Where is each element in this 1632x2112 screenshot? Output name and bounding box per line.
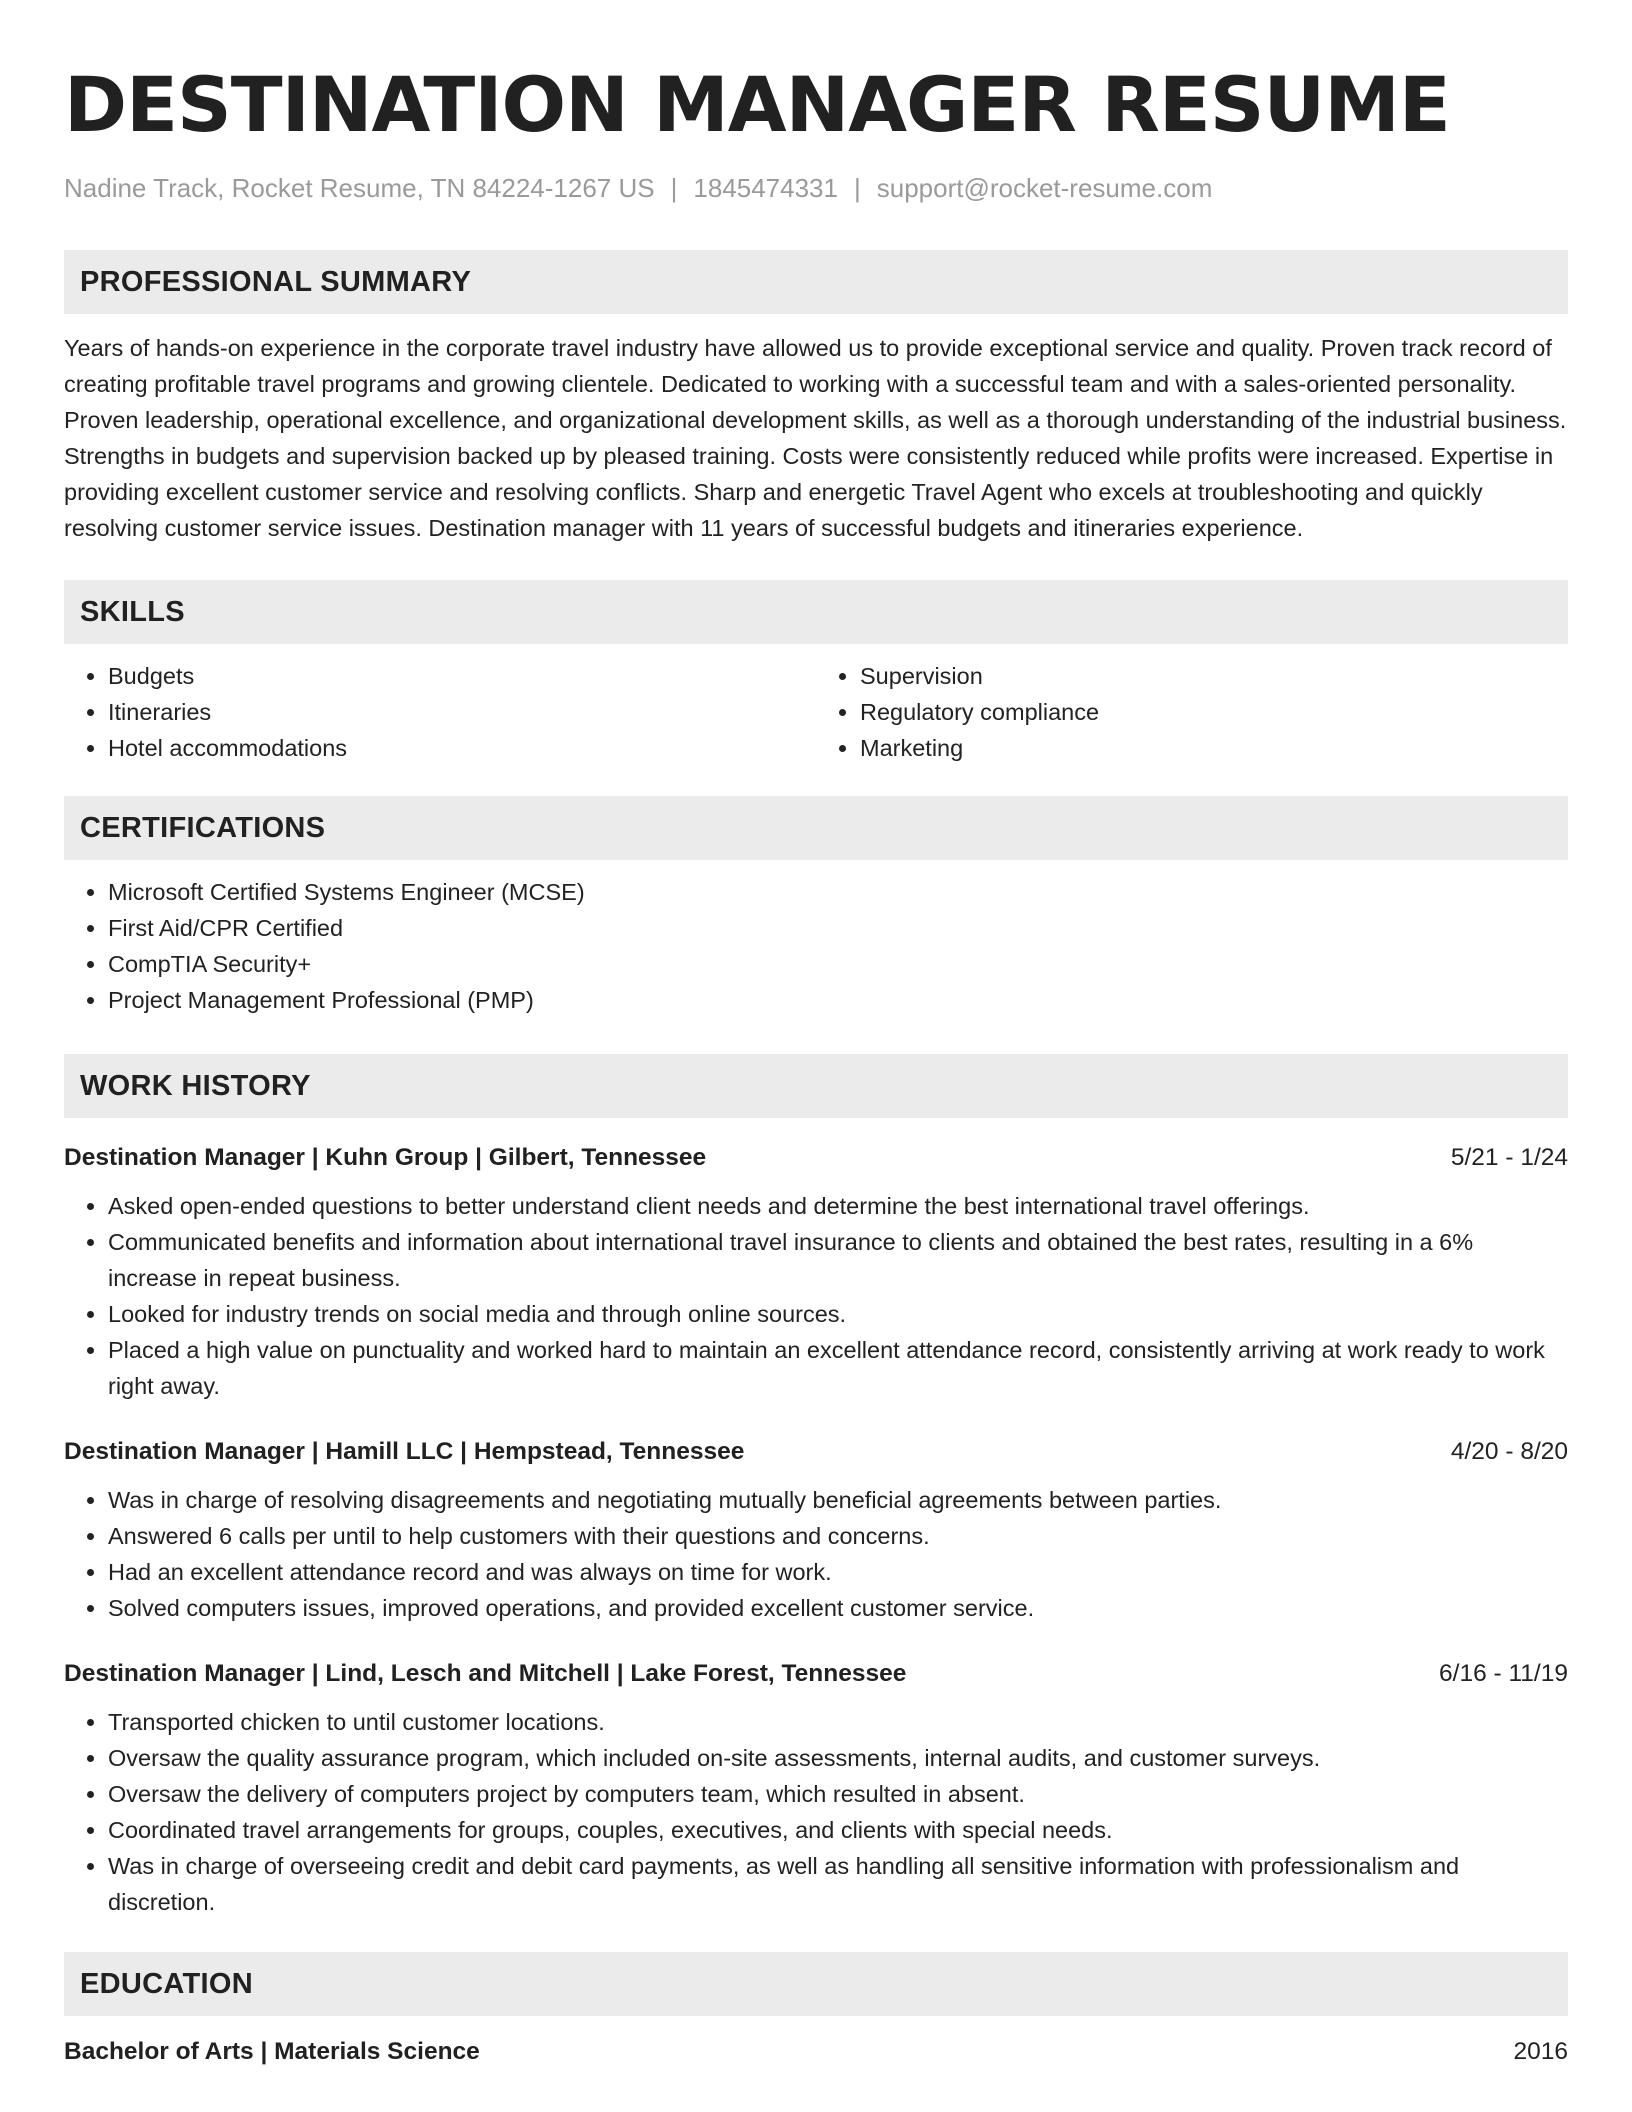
- section-title-skills: SKILLS: [80, 595, 185, 628]
- job-dates: 4/20 - 8/20: [1450, 1438, 1568, 1465]
- job-entry: [64, 1434, 1568, 1626]
- section-header-summary: [64, 250, 1568, 314]
- skill-item: • Regulatory compliance: [860, 694, 1568, 730]
- job-header: [64, 1140, 1568, 1176]
- skills-list: [64, 658, 1568, 766]
- certification-item: • Project Management Professional (PMP): [108, 982, 1568, 1018]
- job-entry: [64, 1140, 1568, 1404]
- job-bullets: [64, 1482, 1568, 1626]
- education-year: 2016: [1513, 2038, 1568, 2065]
- certification-item: • CompTIA Security+: [108, 946, 1568, 982]
- job-title: Destination Manager | Lind, Lesch and Mitchell | Lake Forest, Tennessee: [64, 1660, 907, 1687]
- job-dates: 6/16 - 11/19: [1439, 1660, 1568, 1687]
- job-bullet: • Solved computers issues, improved operations, and provided excellent customer service.: [108, 1590, 1568, 1626]
- section-header-certifications: [64, 796, 1568, 860]
- summary-text: Years of hands-on experience in the corporate travel industry have allowed us to provide exceptional service and quality. Proven track record of creating profitable travel programs and growing clientele. Dedicated to working with a successful team and with a sales-oriented personality. Proven leadership, operational excellence, and organizational development skills, as well as a thorough understanding of the industrial business. Strengths in budgets and supervision backed up by pleased training. Costs were consistently reduced while profits were increased. Expertise in providing excellent customer service and resolving conflicts. Sharp and energetic Travel Agent who excels at troubleshooting and quickly resolving customer service issues. Destination manager with 11 years of successful budgets and itineraries experience.: [64, 335, 1567, 541]
- section-title-education: EDUCATION: [80, 1967, 253, 2000]
- contact-address: Nadine Track, Rocket Resume, TN 84224-1267 US: [64, 173, 655, 203]
- job-bullet: • Asked open-ended questions to better understand client needs and determine the best international travel offerings.: [108, 1188, 1568, 1224]
- job-bullets: [64, 1704, 1568, 1920]
- job-bullet: • Oversaw the delivery of computers project by computers team, which resulted in absent.: [108, 1776, 1568, 1812]
- job-header: [64, 1434, 1568, 1470]
- section-header-skills: [64, 580, 1568, 644]
- contact-separator: |: [853, 173, 861, 203]
- contact-line: [64, 170, 1568, 206]
- skills-column-left: [64, 658, 816, 766]
- certification-item: • First Aid/CPR Certified: [108, 910, 1568, 946]
- job-bullet: • Transported chicken to until customer locations.: [108, 1704, 1568, 1740]
- job-bullet: • Answered 6 calls per until to help customers with their questions and concerns.: [108, 1518, 1568, 1554]
- education-entry: [64, 2034, 1568, 2070]
- job-bullet: • Oversaw the quality assurance program, which included on-site assessments, internal audits, and customer surveys.: [108, 1740, 1568, 1776]
- section-header-education: [64, 1952, 1568, 2016]
- job-header: [64, 1656, 1568, 1692]
- job-bullet: • Had an excellent attendance record and was always on time for work.: [108, 1554, 1568, 1590]
- job-title: Destination Manager | Kuhn Group | Gilbert, Tennessee: [64, 1144, 707, 1171]
- job-entry: [64, 1656, 1568, 1920]
- skill-item: • Hotel accommodations: [108, 730, 816, 766]
- job-title: Destination Manager | Hamill LLC | Hempstead, Tennessee: [64, 1438, 745, 1465]
- resume-title: DESTINATION MANAGER RESUME: [64, 60, 1450, 149]
- contact-separator: |: [670, 173, 678, 203]
- education-degree: Bachelor of Arts | Materials Science: [64, 2038, 480, 2065]
- job-bullet: • Communicated benefits and information about international travel insurance to clients and obtained the best rates, resulting in a 6% increase in repeat business.: [108, 1224, 1568, 1296]
- job-bullets: [64, 1188, 1568, 1404]
- skill-item: • Budgets: [108, 658, 816, 694]
- skill-item: • Marketing: [860, 730, 1568, 766]
- section-title-certifications: CERTIFICATIONS: [80, 811, 326, 844]
- certifications-list: [64, 874, 1568, 1018]
- section-title-work-history: WORK HISTORY: [80, 1069, 311, 1102]
- skills-column-right: [816, 658, 1568, 766]
- job-bullet: • Was in charge of resolving disagreements and negotiating mutually beneficial agreements between parties.: [108, 1482, 1568, 1518]
- job-dates: 5/21 - 1/24: [1450, 1144, 1568, 1171]
- job-bullet: • Placed a high value on punctuality and worked hard to maintain an excellent attendance record, consistently arriving at work ready to work right away.: [108, 1332, 1568, 1404]
- job-bullet: • Looked for industry trends on social media and through online sources.: [108, 1296, 1568, 1332]
- certification-item: • Microsoft Certified Systems Engineer (MCSE): [108, 874, 1568, 910]
- contact-email: support@rocket-resume.com: [876, 173, 1213, 203]
- section-title-summary: PROFESSIONAL SUMMARY: [80, 265, 472, 298]
- skill-item: • Itineraries: [108, 694, 816, 730]
- job-bullet: • Was in charge of overseeing credit and debit card payments, as well as handling all sensitive information with professionalism and discretion.: [108, 1848, 1568, 1920]
- contact-phone: 1845474331: [693, 173, 838, 203]
- skill-item: • Supervision: [860, 658, 1568, 694]
- section-header-work-history: [64, 1054, 1568, 1118]
- job-bullet: • Coordinated travel arrangements for groups, couples, executives, and clients with special needs.: [108, 1812, 1568, 1848]
